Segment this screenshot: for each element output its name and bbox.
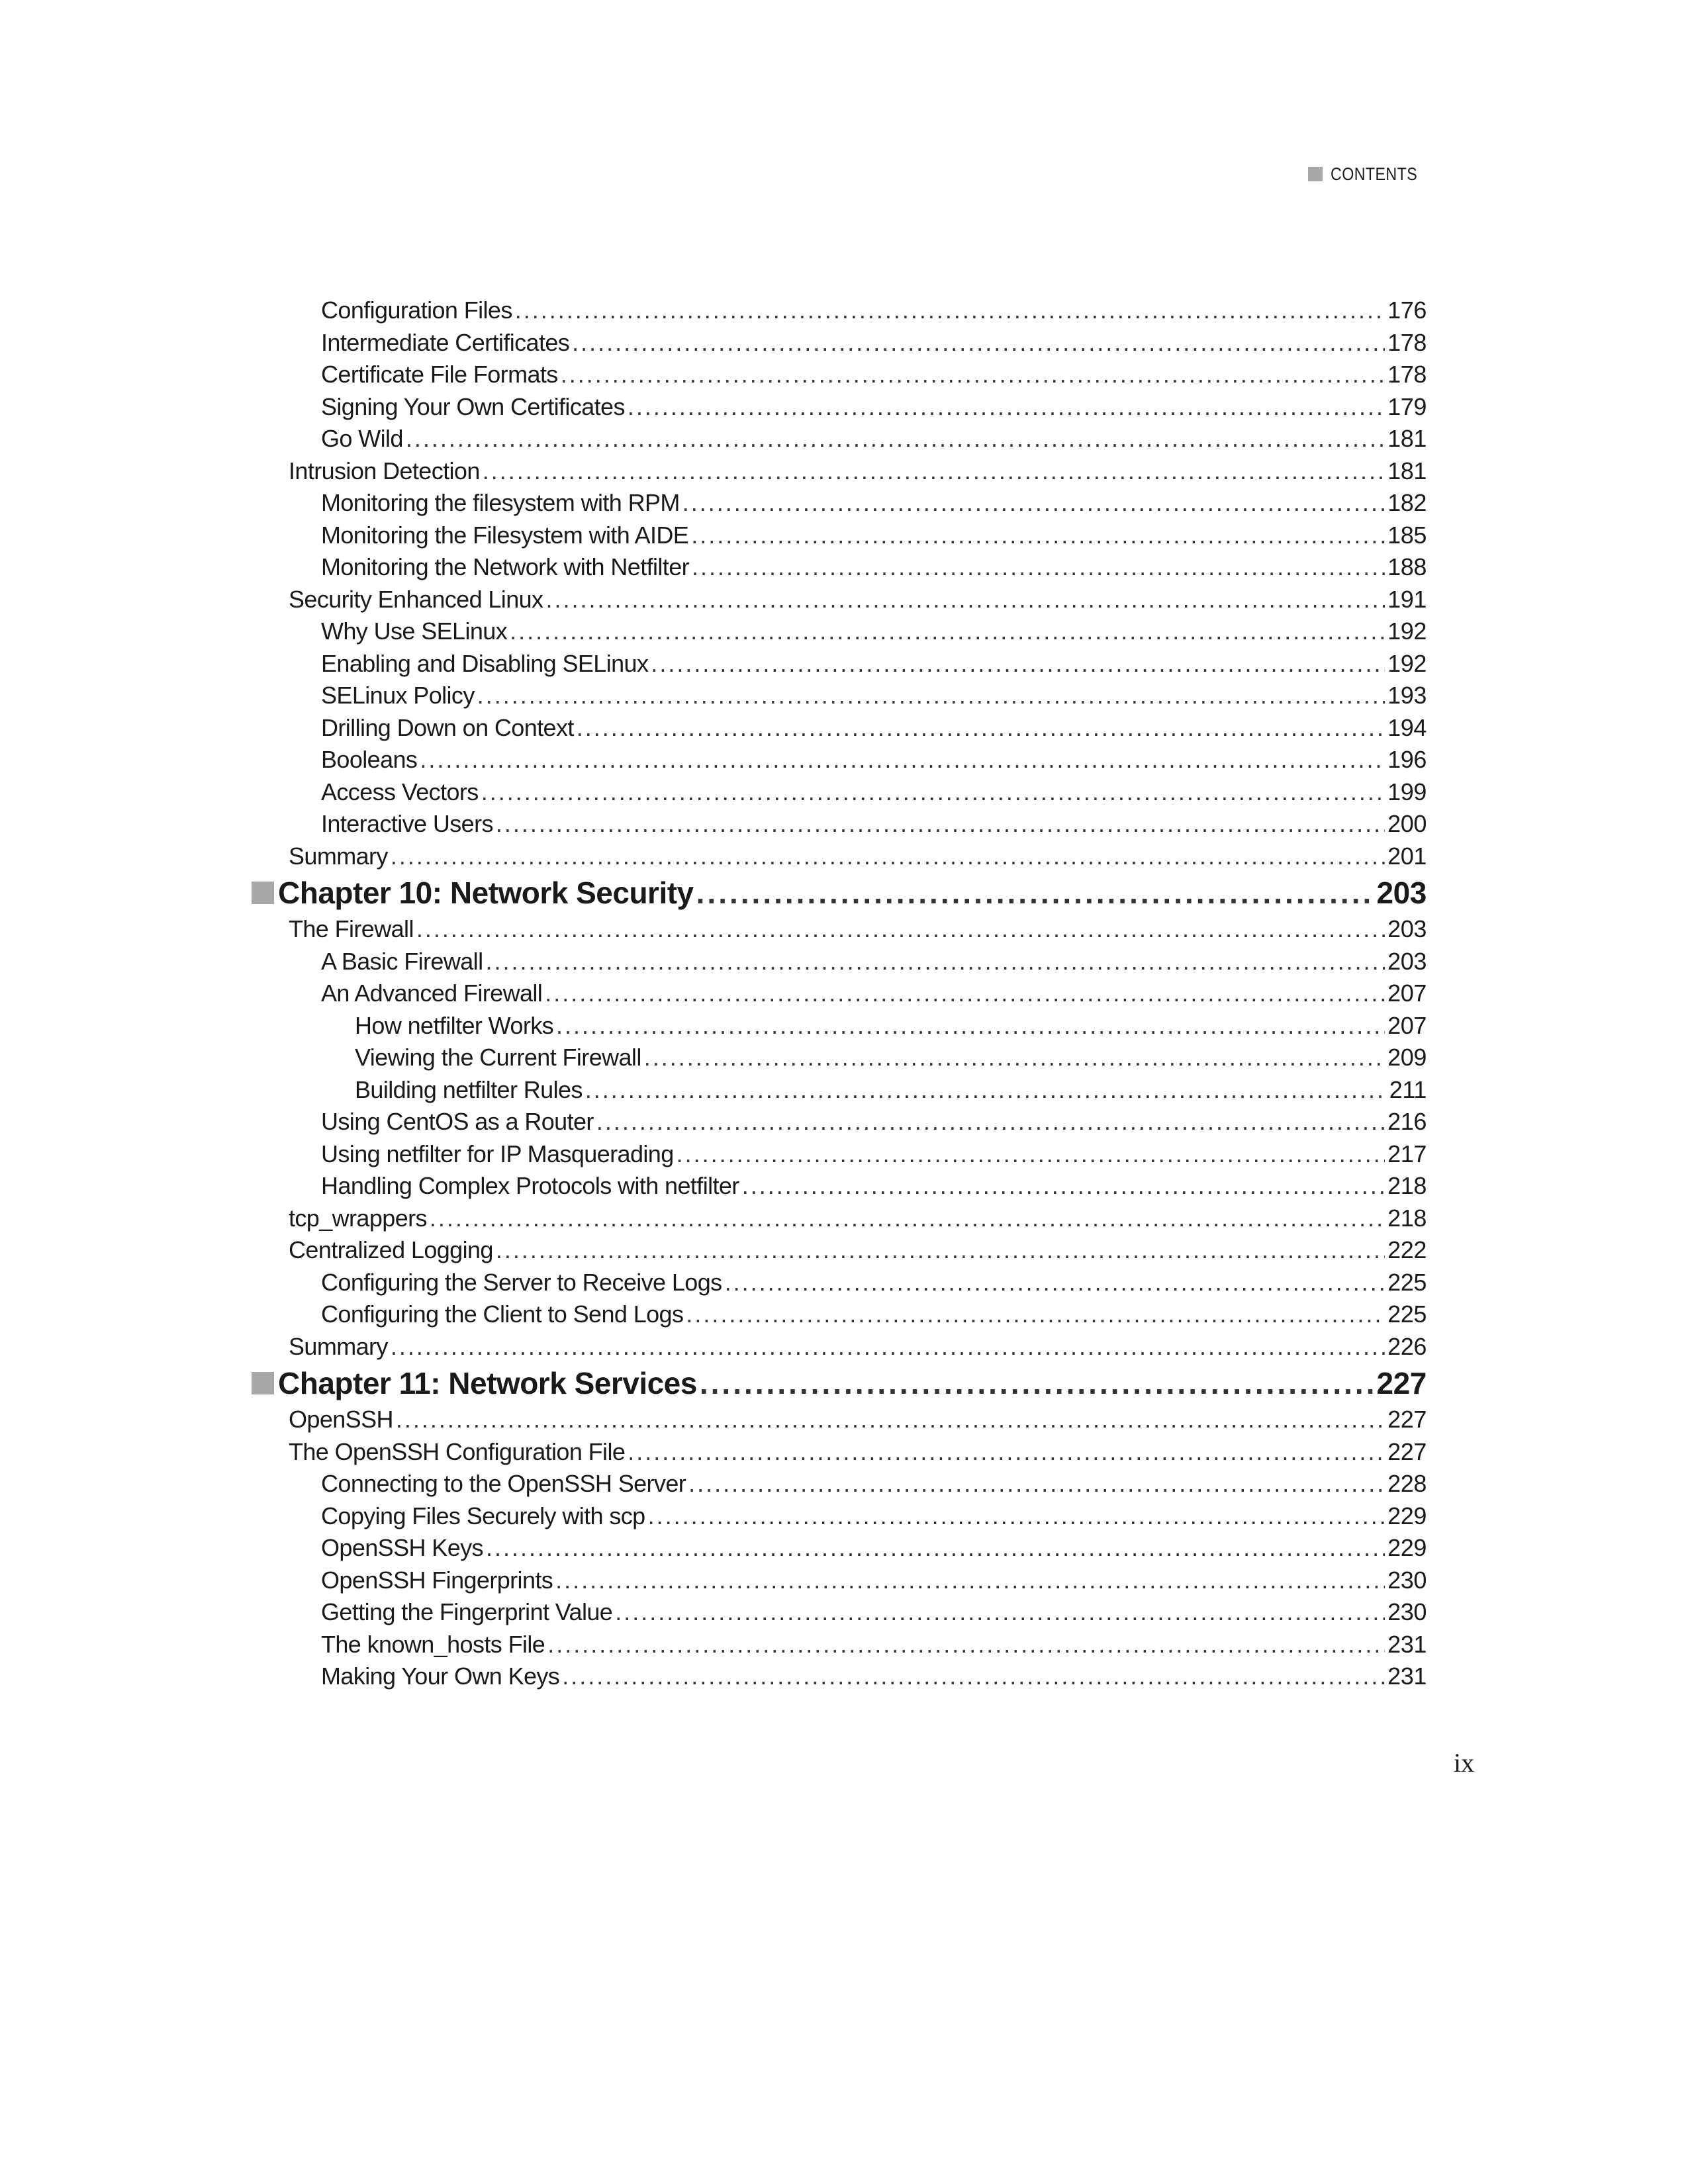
dot-leader <box>686 1298 1385 1331</box>
toc-entry-title: Go Wild <box>321 425 403 452</box>
dot-leader <box>391 1331 1385 1363</box>
dot-leader <box>688 1468 1385 1500</box>
toc-entry[interactable] <box>252 1203 1427 1235</box>
toc-entry-page: 191 <box>1387 585 1427 613</box>
toc-entry[interactable] <box>252 648 1427 680</box>
toc-entry-title: Centralized Logging <box>289 1236 493 1263</box>
chapter-square-icon <box>252 1372 274 1394</box>
toc-entry[interactable] <box>252 487 1427 520</box>
toc-entry-title: The known_hosts File <box>321 1630 545 1658</box>
toc-entry-title: Enabling and Disabling SELinux <box>321 649 649 677</box>
toc-entry-title: A Basic Firewall <box>321 947 483 975</box>
toc-entry[interactable] <box>252 391 1427 424</box>
toc-entry-title: Viewing the Current Firewall <box>355 1044 641 1071</box>
toc-entry-page: 225 <box>1387 1268 1427 1296</box>
toc-entry[interactable] <box>252 1298 1427 1331</box>
dot-leader <box>596 1106 1385 1138</box>
dot-leader <box>555 1565 1385 1597</box>
toc-entry-page: 207 <box>1387 1011 1427 1039</box>
toc-entry[interactable] <box>252 1331 1427 1363</box>
toc-entry-title: Certificate File Formats <box>321 361 558 388</box>
toc-entry[interactable] <box>252 1010 1427 1042</box>
toc-entry-page: 222 <box>1387 1236 1427 1263</box>
toc-entry[interactable] <box>252 1436 1427 1469</box>
dot-leader <box>416 913 1385 946</box>
toc-entry-title: The Firewall <box>289 915 414 942</box>
toc-entry[interactable] <box>252 776 1427 809</box>
toc-entry[interactable] <box>252 808 1427 841</box>
toc-entry-title: Using CentOS as a Router <box>321 1108 594 1135</box>
toc-entry-page: 230 <box>1387 1566 1427 1594</box>
toc-entry[interactable] <box>252 359 1427 391</box>
toc-entry-title: Building netfilter Rules <box>355 1075 583 1103</box>
toc-entry-page: 227 <box>1376 1366 1427 1400</box>
toc-entry[interactable] <box>252 327 1427 359</box>
toc-entry-title: Intermediate Certificates <box>321 328 570 356</box>
toc-entry-title: Security Enhanced Linux <box>289 585 543 613</box>
toc-entry-title: Using netfilter for IP Masquerading <box>321 1140 674 1167</box>
toc-entry-title: OpenSSH <box>289 1406 393 1433</box>
dot-leader <box>391 841 1385 873</box>
toc-entry[interactable] <box>252 1170 1427 1203</box>
toc-entry-page: 182 <box>1387 489 1427 516</box>
toc-entry-page: 194 <box>1387 713 1427 741</box>
dot-leader <box>651 648 1385 680</box>
dot-leader <box>477 680 1385 712</box>
toc-entry[interactable] <box>252 1661 1427 1693</box>
toc-entry[interactable] <box>252 455 1427 488</box>
toc-entry-page: 216 <box>1387 1108 1427 1135</box>
toc-entry-page: 211 <box>1389 1075 1427 1103</box>
toc-entry[interactable] <box>252 615 1427 648</box>
toc-entry[interactable] <box>252 1629 1427 1661</box>
dot-leader <box>556 1010 1385 1042</box>
dot-leader <box>545 978 1385 1010</box>
toc-entry-page: 228 <box>1387 1470 1427 1497</box>
dot-leader <box>628 1436 1385 1469</box>
dot-leader <box>515 295 1385 327</box>
toc-entry[interactable] <box>252 1138 1427 1171</box>
toc-entry-page: 185 <box>1387 521 1427 549</box>
toc-entry-title: The OpenSSH Configuration File <box>289 1437 626 1465</box>
toc-entry-title: Configuration Files <box>321 296 512 324</box>
toc-entry-title: Configuring the Client to Send Logs <box>321 1300 684 1328</box>
toc-entry-page: 218 <box>1387 1204 1427 1232</box>
toc-entry[interactable] <box>252 295 1427 327</box>
toc-entry-page: 201 <box>1387 842 1427 870</box>
toc-entry[interactable] <box>252 978 1427 1010</box>
toc-chapter-entry[interactable] <box>252 872 1427 913</box>
toc-entry[interactable] <box>252 1565 1427 1597</box>
dot-leader <box>615 1596 1385 1629</box>
toc-entry-title: Access Vectors <box>321 778 479 805</box>
dot-leader <box>691 520 1385 552</box>
toc-entry-page: 200 <box>1387 810 1427 837</box>
toc-entry[interactable] <box>252 744 1427 776</box>
dot-leader <box>481 776 1385 809</box>
dot-leader <box>572 327 1385 359</box>
dot-leader <box>510 615 1385 648</box>
dot-leader <box>725 1267 1385 1299</box>
dot-leader <box>692 551 1385 584</box>
toc-entry[interactable] <box>252 841 1427 873</box>
toc-entry-page: 196 <box>1387 746 1427 773</box>
chapter-square-icon <box>252 882 274 904</box>
running-header <box>1308 163 1432 185</box>
dot-leader <box>483 455 1385 488</box>
toc-entry-title: Summary <box>289 842 388 870</box>
dot-leader <box>396 1404 1385 1436</box>
toc-entry-title: Getting the Fingerprint Value <box>321 1598 613 1625</box>
header-square-icon <box>1308 167 1323 181</box>
toc-entry-page: 203 <box>1387 915 1427 942</box>
toc-entry-page: 203 <box>1376 876 1427 910</box>
dot-leader <box>561 359 1385 391</box>
toc-entry-page: 207 <box>1387 979 1427 1007</box>
toc-entry-title: Handling Complex Protocols with netfilter <box>321 1172 739 1199</box>
dot-leader <box>496 808 1385 841</box>
header-label: CONTENTS <box>1331 163 1418 184</box>
toc-entry-page: 193 <box>1387 682 1427 709</box>
toc-entry-page: 231 <box>1387 1630 1427 1658</box>
toc-entry-title: Monitoring the Filesystem with AIDE <box>321 521 689 549</box>
toc-entry[interactable] <box>252 1074 1427 1107</box>
toc-entry-title: Making Your Own Keys <box>321 1662 560 1690</box>
dot-leader <box>648 1500 1385 1533</box>
toc-entry-title: tcp_wrappers <box>289 1204 427 1232</box>
dot-leader <box>682 487 1385 520</box>
dot-leader <box>406 423 1385 455</box>
toc-entry[interactable] <box>252 1532 1427 1565</box>
dot-leader <box>577 712 1385 745</box>
toc-entry-page: 188 <box>1387 553 1427 580</box>
toc-entry-title: Interactive Users <box>321 810 493 837</box>
toc-entry[interactable] <box>252 1468 1427 1500</box>
dot-leader <box>545 584 1385 616</box>
toc-entry-page: 176 <box>1387 296 1427 324</box>
dot-leader <box>677 1138 1385 1171</box>
toc-entry-page: 178 <box>1387 328 1427 356</box>
table-of-contents <box>252 295 1427 1693</box>
dot-leader <box>742 1170 1385 1203</box>
toc-entry-page: 178 <box>1387 361 1427 388</box>
page-number: ix <box>1454 1748 1475 1778</box>
toc-entry-title: Drilling Down on Context <box>321 713 574 741</box>
toc-entry[interactable] <box>252 712 1427 745</box>
toc-entry-title: Booleans <box>321 746 418 773</box>
toc-entry-page: 230 <box>1387 1598 1427 1625</box>
toc-chapter-entry[interactable] <box>252 1363 1427 1404</box>
toc-entry-page: 229 <box>1387 1534 1427 1561</box>
dot-leader <box>547 1629 1385 1661</box>
dot-leader <box>420 744 1385 776</box>
toc-entry-title: Copying Files Securely with scp <box>321 1502 645 1529</box>
toc-entry[interactable] <box>252 1234 1427 1267</box>
toc-entry-title: Configuring the Server to Receive Logs <box>321 1268 722 1296</box>
toc-entry-title: OpenSSH Fingerprints <box>321 1566 553 1594</box>
toc-entry-page: 217 <box>1387 1140 1427 1167</box>
dot-leader <box>644 1042 1385 1074</box>
toc-entry-page: 181 <box>1387 457 1427 484</box>
toc-entry-title: Signing Your Own Certificates <box>321 392 625 420</box>
toc-entry[interactable] <box>252 551 1427 584</box>
toc-entry[interactable] <box>252 1596 1427 1629</box>
toc-entry[interactable] <box>252 1500 1427 1533</box>
toc-entry[interactable] <box>252 423 1427 455</box>
toc-entry[interactable] <box>252 520 1427 552</box>
dot-leader <box>496 1234 1385 1267</box>
toc-entry-title: SELinux Policy <box>321 682 475 709</box>
toc-entry-page: 203 <box>1387 947 1427 975</box>
toc-entry-title: Why Use SELinux <box>321 617 508 645</box>
toc-entry-page: 192 <box>1387 617 1427 645</box>
toc-entry-title: An Advanced Firewall <box>321 979 543 1007</box>
dot-leader <box>430 1203 1385 1235</box>
toc-entry-page: 229 <box>1387 1502 1427 1529</box>
toc-entry[interactable] <box>252 1404 1427 1436</box>
toc-entry-page: 192 <box>1387 649 1427 677</box>
dot-leader <box>562 1661 1385 1693</box>
toc-entry-title: Summary <box>289 1332 388 1360</box>
toc-entry-page: 226 <box>1387 1332 1427 1360</box>
toc-entry-title: Connecting to the OpenSSH Server <box>321 1470 686 1497</box>
dot-leader <box>696 872 1374 913</box>
toc-entry-page: 179 <box>1387 392 1427 420</box>
dot-leader <box>485 946 1385 978</box>
dot-leader <box>700 1363 1374 1404</box>
toc-entry-title: How netfilter Works <box>355 1011 554 1039</box>
toc-entry-page: 199 <box>1387 778 1427 805</box>
toc-entry[interactable] <box>252 1106 1427 1138</box>
dot-leader <box>486 1532 1385 1565</box>
toc-entry[interactable] <box>252 1042 1427 1074</box>
toc-entry-title: Chapter 10: Network Security <box>278 876 694 910</box>
toc-entry-page: 218 <box>1387 1172 1427 1199</box>
toc-entry-page: 181 <box>1387 425 1427 452</box>
toc-entry-page: 209 <box>1387 1044 1427 1071</box>
toc-entry-page: 225 <box>1387 1300 1427 1328</box>
toc-entry-page: 227 <box>1387 1437 1427 1465</box>
toc-entry[interactable] <box>252 946 1427 978</box>
toc-entry[interactable] <box>252 680 1427 712</box>
toc-entry-title: Chapter 11: Network Services <box>278 1366 697 1400</box>
toc-entry[interactable] <box>252 913 1427 946</box>
dot-leader <box>628 391 1385 424</box>
toc-entry-title: Intrusion Detection <box>289 457 480 484</box>
dot-leader <box>585 1074 1387 1107</box>
toc-entry-page: 231 <box>1387 1662 1427 1690</box>
toc-entry-title: Monitoring the Network with Netfilter <box>321 553 690 580</box>
toc-entry[interactable] <box>252 1267 1427 1299</box>
toc-entry-page: 227 <box>1387 1406 1427 1433</box>
toc-entry[interactable] <box>252 584 1427 616</box>
toc-entry-title: Monitoring the filesystem with RPM <box>321 489 680 516</box>
toc-entry-title: OpenSSH Keys <box>321 1534 483 1561</box>
